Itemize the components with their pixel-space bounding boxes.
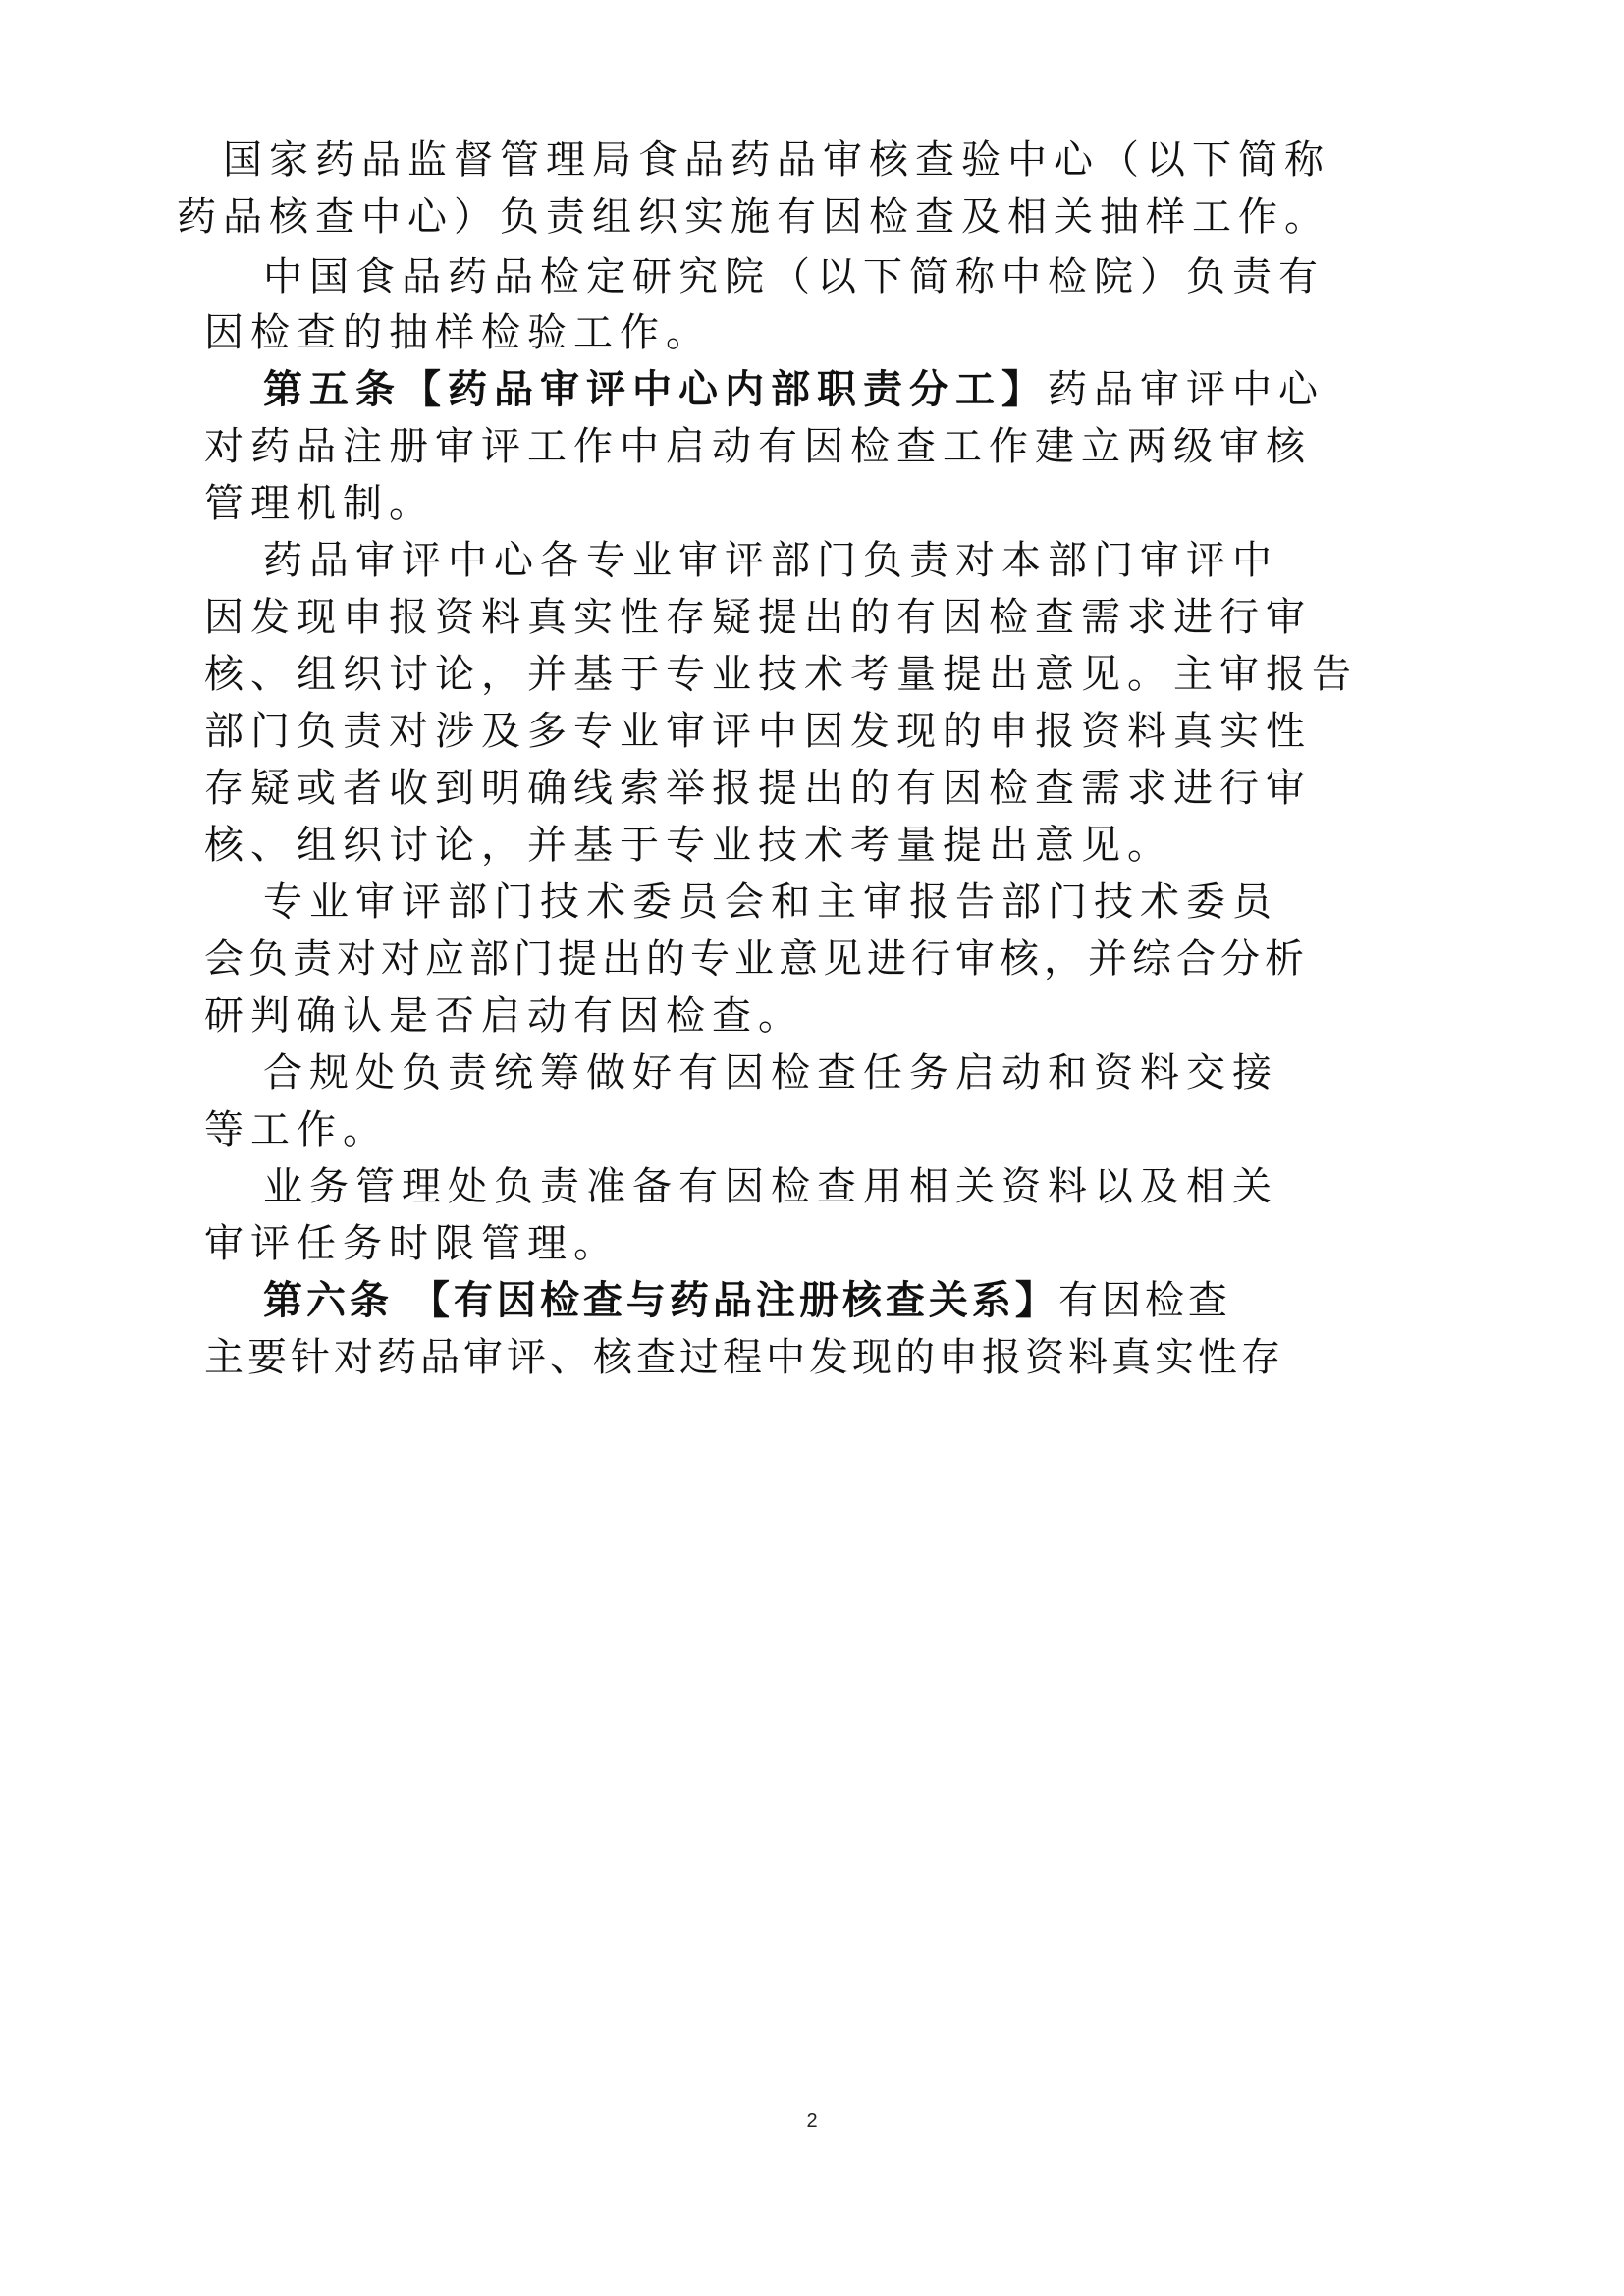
article-5-line: [263, 362, 1325, 417]
body-text-span: 药品审评中心: [1048, 367, 1325, 412]
body-text-line: 中国食品药品检定研究院（以下简称中检院）负责有: [263, 254, 1325, 299]
body-text-line: 会负责对对应部门提出的专业意见进行审核，并综合分析: [204, 936, 1309, 982]
body-text-line: 业务管理处负责准备有因检查用相关资料以及相关: [263, 1164, 1278, 1209]
article-6-line: [263, 1273, 1231, 1328]
body-text-line: 存疑或者收到明确线索举报提出的有因检查需求进行审: [204, 766, 1312, 811]
body-text-line: 因发现申报资料真实性存疑提出的有因检查需求进行审: [204, 595, 1312, 640]
body-text-line: 对药品注册审评工作中启动有因检查工作建立两级审核: [204, 424, 1312, 469]
body-text-span: 有因检查: [1057, 1278, 1231, 1323]
page-number: 2: [806, 2110, 818, 2132]
body-text-line: 部门负责对涉及多专业审评中因发现的申报资料真实性: [204, 709, 1312, 754]
body-text-line: 国家药品监督管理局食品药品审核查验中心（以下简称: [223, 137, 1330, 183]
article-5-heading: 第五条【药品审评中心内部职责分工】: [263, 367, 1048, 412]
body-text-line: 等工作。: [204, 1107, 389, 1152]
article-6-heading: 第六条 【有因检查与药品注册核查关系】: [263, 1278, 1058, 1323]
body-text-line: 主要针对药品审评、核查过程中发现的申报资料真实性存: [204, 1335, 1284, 1380]
body-text-line: 因检查的抽样检验工作。: [204, 310, 712, 355]
body-text-line: 药品核查中心）负责组织实施有因检查及相关抽样工作。: [177, 194, 1330, 240]
body-text-line: 专业审评部门技术委员会和主审报告部门技术委员: [263, 880, 1278, 925]
body-text-line: 合规处负责统筹做好有因检查任务启动和资料交接: [263, 1050, 1278, 1095]
body-text-line: 管理机制。: [204, 481, 435, 526]
body-text-line: 核、组织讨论，并基于专业技术考量提出意见。: [204, 823, 1173, 868]
body-text-line: 核、组织讨论，并基于专业技术考量提出意见。主审报告: [204, 652, 1358, 697]
body-text-line: 审评任务时限管理。: [204, 1221, 620, 1266]
body-text-line: 研判确认是否启动有因检查。: [204, 993, 804, 1039]
body-text-line: 药品审评中心各专业审评部门负责对本部门审评中: [263, 538, 1278, 583]
